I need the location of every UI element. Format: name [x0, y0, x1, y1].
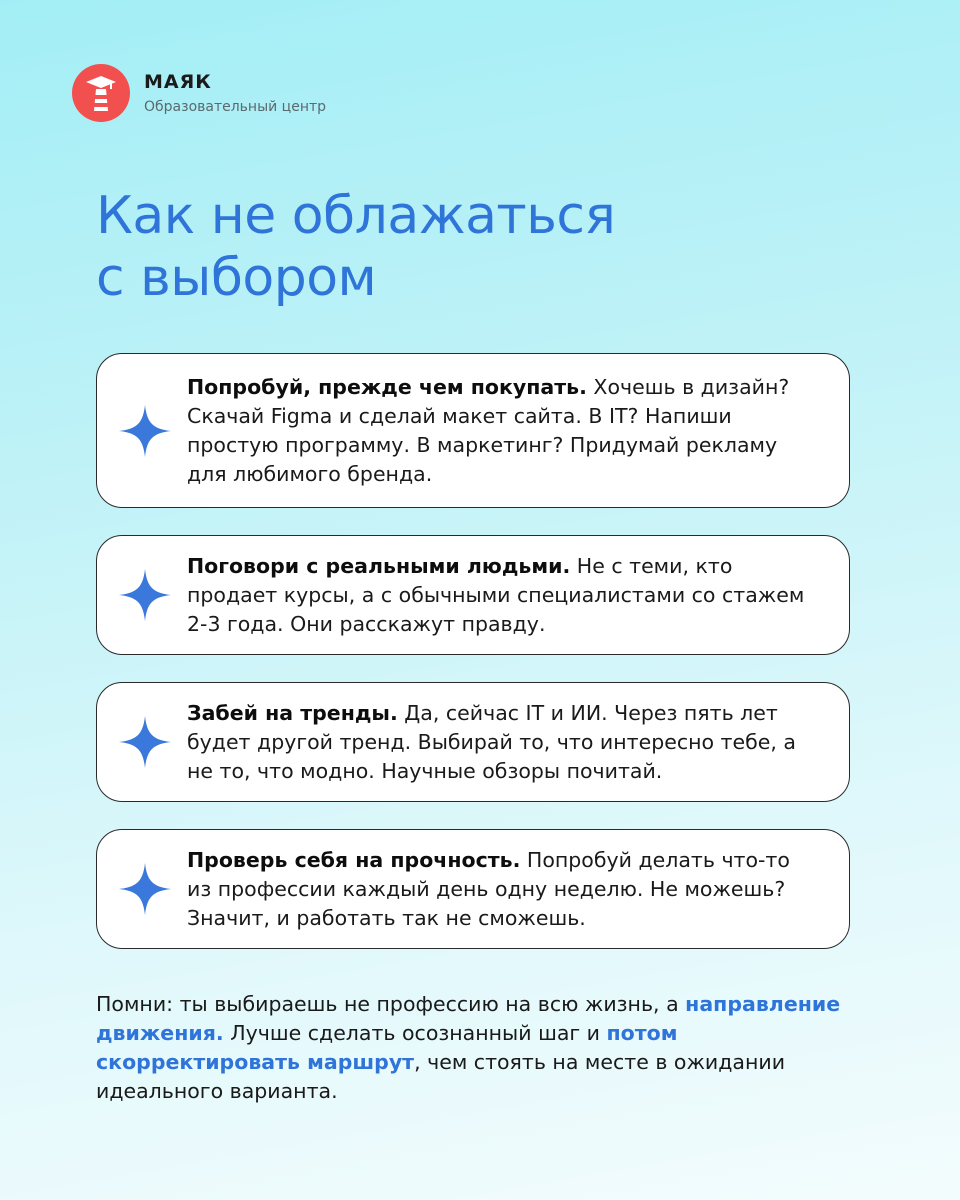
- closing-note-part-3: , чем стоять на месте в ожидании идеального варианта.: [96, 1050, 786, 1103]
- brand-subtitle: Образовательный центр: [144, 99, 327, 115]
- tip-body: Хочешь в дизайн? Скачай Figma и сделай макет сайта. В IT? Напиши простую программу. В маркетинг? Придумай рекламу для любимого бренда.: [187, 374, 790, 486]
- tip-text: [187, 846, 813, 933]
- tip-heading: Попробуй, прежде чем покупать.: [187, 374, 587, 399]
- tips-list: [96, 353, 850, 976]
- closing-note-part-1: Помни: ты выбираешь не профессию на всю жизнь, а: [96, 992, 686, 1016]
- page-title-line-1: Как не облажаться: [96, 186, 616, 246]
- tip-text: [187, 699, 813, 786]
- tip-text: [187, 373, 813, 489]
- tip-body: Не с теми, кто продает курсы, а с обычными специалистами со стажем 2-3 года. Они расскажут правду.: [187, 553, 805, 636]
- sparkle-star-icon: [117, 861, 173, 917]
- tip-card: [96, 682, 850, 802]
- tip-heading: Забей на тренды.: [187, 700, 398, 725]
- tip-heading: Проверь себя на прочность.: [187, 847, 521, 872]
- page-title: [96, 185, 615, 309]
- sparkle-star-icon: [117, 567, 173, 623]
- tip-body: Да, сейчас IT и ИИ. Через пять лет будет другой тренд. Выбирай то, что интересно тебе, а не то, что модно. Научные обзоры почитай.: [187, 700, 796, 783]
- sparkle-star-icon: [117, 714, 173, 770]
- brand-name: МАЯК: [144, 71, 212, 93]
- tip-card: [96, 535, 850, 655]
- closing-note-part-2: Лучше сделать осознанный шаг и: [223, 1021, 607, 1045]
- closing-note: [96, 990, 876, 1106]
- tip-text: [187, 552, 813, 639]
- page-title-line-2: с выбором: [96, 248, 377, 308]
- closing-note-highlight-1: направление движения.: [96, 992, 841, 1045]
- tip-body: Попробуй делать что-то из профессии каждый день одну неделю. Не можешь? Значит, и работать так не сможешь.: [187, 847, 790, 930]
- tip-card: [96, 829, 850, 949]
- lighthouse-icon: [72, 64, 130, 122]
- brand-header: [72, 64, 326, 122]
- tip-heading: Поговори с реальными людьми.: [187, 553, 571, 578]
- sparkle-star-icon: [117, 403, 173, 459]
- closing-note-highlight-2: потом скорректировать маршрут: [96, 1021, 678, 1074]
- tip-card: [96, 353, 850, 508]
